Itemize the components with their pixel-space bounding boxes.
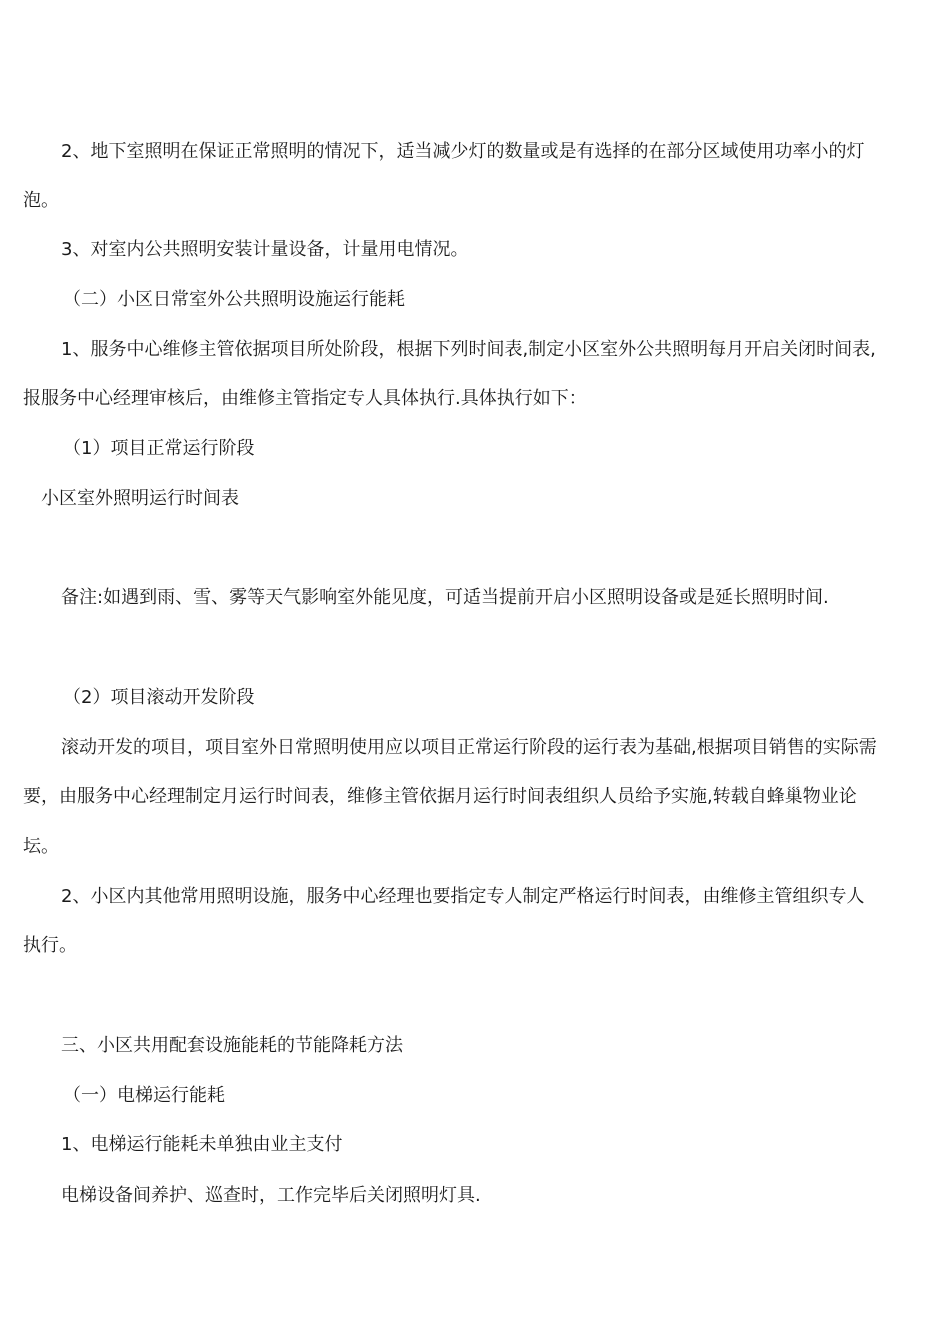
note-line: 备注:如遇到雨、雪、雾等天气影响室外能见度，可适当提前开启小区照明设备或是延长照明时间. — [61, 587, 829, 608]
subsection-heading: （1）项目正常运行阶段 — [63, 438, 255, 459]
paragraph-line: 报服务中心经理审核后，由维修主管指定专人具体执行.具体执行如下： — [23, 388, 587, 409]
paragraph-line: 1、服务中心维修主管依据项目所处阶段，根据下列时间表,制定小区室外公共照明每月开启关闭时间表, — [61, 339, 876, 360]
paragraph-line: 2、地下室照明在保证正常照明的情况下，适当减少灯的数量或是有选择的在部分区域使用功率小的灯 — [61, 141, 865, 162]
paragraph-line: 电梯设备间养护、巡查时，工作完毕后关闭照明灯具. — [61, 1185, 481, 1206]
paragraph-line: 1、电梯运行能耗未单独由业主支付 — [61, 1134, 343, 1155]
paragraph-line: 要，由服务中心经理制定月运行时间表，维修主管依据月运行时间表组织人员给予实施,转载自蜂巢物业论 — [23, 786, 857, 807]
section-heading: （二）小区日常室外公共照明设施运行能耗 — [63, 289, 405, 310]
paragraph-line: 泡。 — [23, 190, 59, 211]
paragraph-line: 滚动开发的项目，项目室外日常照明使用应以项目正常运行阶段的运行表为基础,根据项目销售的实际需 — [61, 737, 877, 758]
paragraph-line: 2、小区内其他常用照明设施，服务中心经理也要指定专人制定严格运行时间表，由维修主管组织专人 — [61, 886, 865, 907]
paragraph-line: 3、对室内公共照明安装计量设备，计量用电情况。 — [61, 239, 469, 260]
paragraph-line: 执行。 — [23, 935, 77, 956]
paragraph-line: 坛。 — [23, 836, 59, 857]
section-heading: 三、小区共用配套设施能耗的节能降耗方法 — [61, 1035, 403, 1056]
table-caption: 小区室外照明运行时间表 — [41, 488, 239, 509]
subsection-heading: （2）项目滚动开发阶段 — [63, 687, 255, 708]
subsection-heading: （一）电梯运行能耗 — [63, 1085, 225, 1106]
